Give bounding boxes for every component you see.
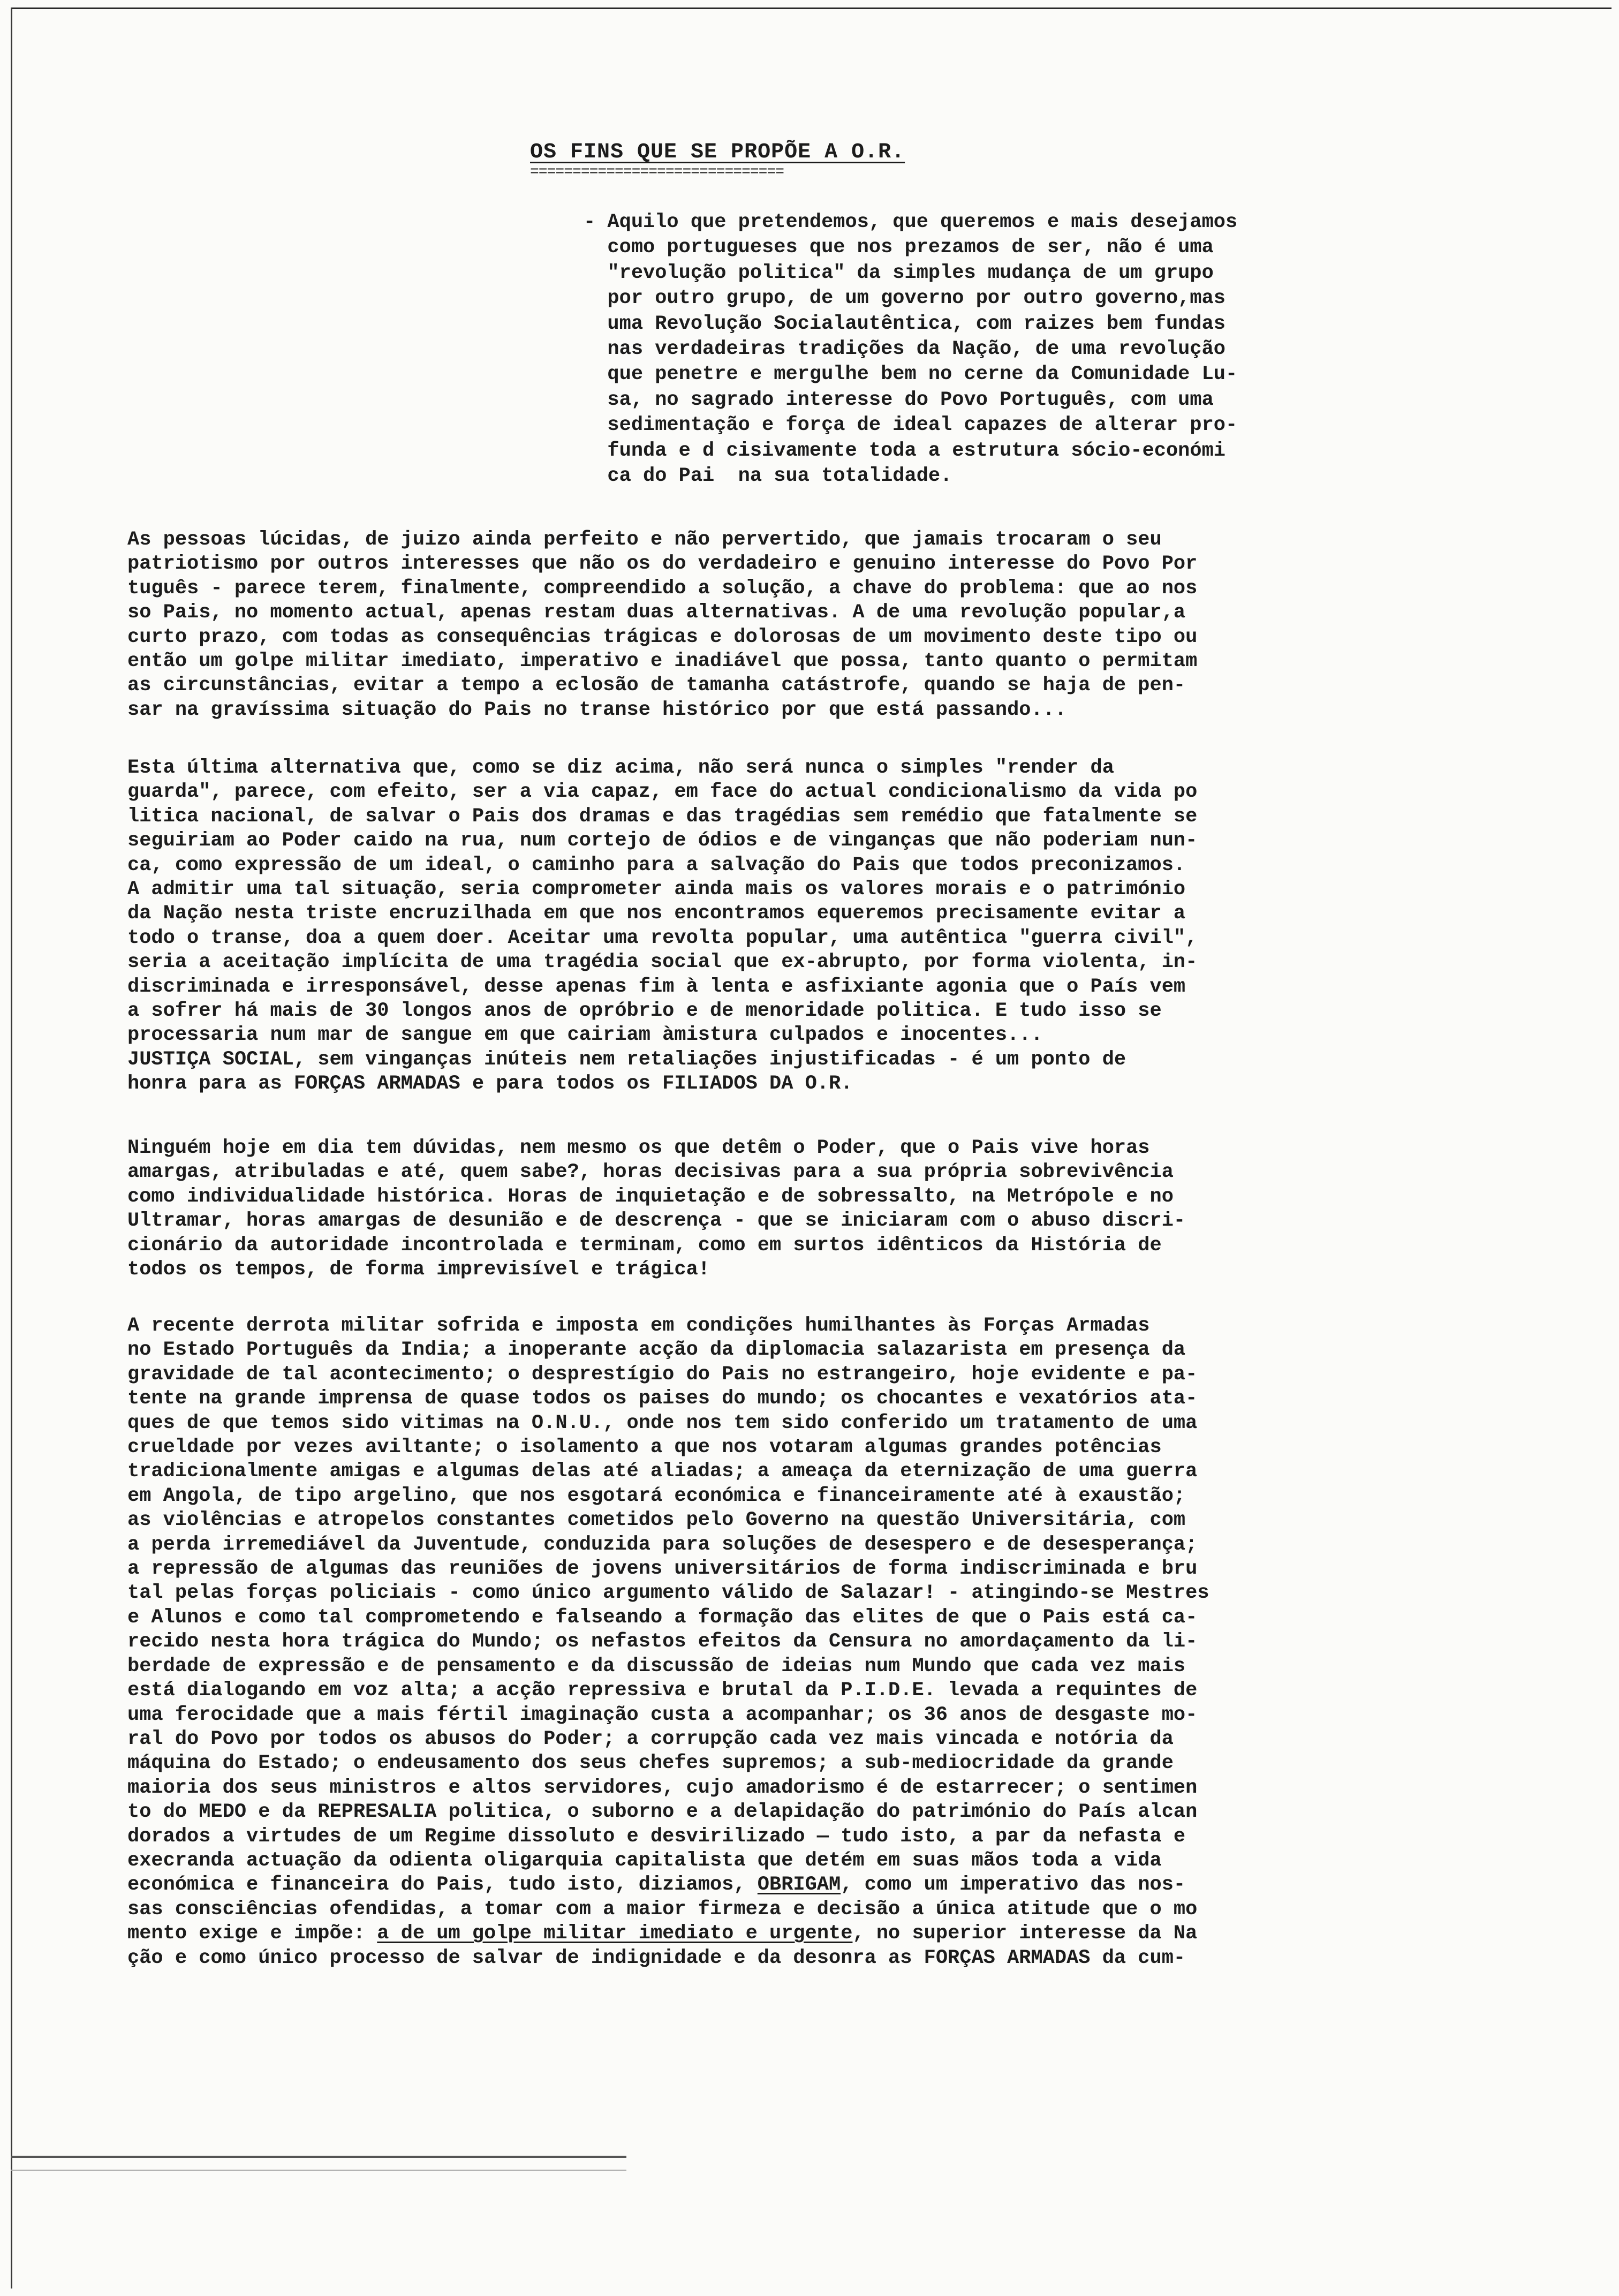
paragraph-4-part-c: , no superior interesse da Na ção e como único processo de salvar de indignidade e da desonra as FORÇAS ARMADAS da cum- bbox=[127, 1922, 1198, 1969]
paragraph-4 bbox=[127, 1314, 1428, 1970]
document-title: OS FINS QUE SE PROPÕE A O.R. bbox=[530, 140, 905, 164]
title-block bbox=[530, 140, 926, 180]
intro-paragraph: - Aquilo que pretendemos, que queremos e mais desejamos como portugueses que nos prezamos de ser, não é uma "revolução politica" da simples mudança de um grupo por outro grupo, de um governo por outro governo,mas uma Revolução Socialautêntica, com raizes bem fundas nas verdadeiras tradições da Nação, de uma revolução que penetre e mergulhe bem no cerne da Comunidade Lu- sa, no sagrado interesse do Povo Português, com uma sedimentação e força de ideal capazes de alterar pro- funda e d cisivamente toda a estrutura sócio-económi ca do Pai na sua totalidade. bbox=[584, 211, 1238, 488]
paragraph-2: Esta última alternativa que, como se diz acima, não será nunca o simples "render da guarda", parece, com efeito, ser a via capaz, em face do actual condicionalismo da vida po litica nacional, de salvar o Pais dos dramas e das tragédias sem remédio que fatalmente se seguiriam ao Poder caido na rua, num cortejo de ódios e de vinganças que não poderiam nun- ca, como expressão de um ideal, o caminho para a salvação do Pais que todos preconizamos. A admitir uma tal situação, seria comprometer ainda mais os valores morais e o património da Nação nesta triste encruzilhada em que nos encontramos equeremos precisamente evitar a todo o transe, doa a quem doer. Aceitar uma revolta popular, uma autêntica "guerra civil", seria a aceitação implícita de uma tragédia social que ex-abrupto, por forma violenta, in- discriminada e irresponsável, desse apenas fim à lenta e asfixiante agonia que o País vem a sofrer há mais de 30 longos anos de opróbrio e de menoridade politica. E tudo isso se processaria num mar de sangue em que cairiam àmistura culpados e inocentes... JUSTIÇA SOCIAL, sem vinganças inúteis nem retaliações injustificadas - é um ponto de honra para as FORÇAS ARMADAS e para todos os FILIADOS DA O.R. bbox=[127, 757, 1198, 1096]
bottom-rule bbox=[11, 2156, 626, 2158]
page-edge-top bbox=[11, 7, 1612, 9]
obrigam-underlined: OBRIGAM bbox=[757, 1874, 841, 1897]
golpe-militar-underlined: a de um golpe militar imediato e urgente bbox=[377, 1922, 853, 1945]
paragraph-3: Ninguém hoje em dia tem dúvidas, nem mesmo os que detêm o Poder, que o Pais vive horas amargas, atribuladas e até, quem sabe?, horas decisivas para a sua própria sobrevivência como individualidade histórica. Horas de inquietação e de sobressalto, na Metrópole e no Ultramar, horas amargas de desunião e de descrença - que se iniciaram com o abuso discri- cionário da autoridade incontrolada e terminam, como em surtos idênticos da História de todos os tempos, de forma imprevisível e trágica! bbox=[127, 1137, 1186, 1281]
bottom-rule-faint bbox=[11, 2170, 626, 2171]
title-double-underline: ============================== bbox=[530, 164, 784, 180]
paragraph-4-part-b: , como um imperativo das nos- sas consciências ofendidas, a tomar com a maior firmeza e decisão a única atitude que o mo mento exige e impõe: bbox=[127, 1874, 1198, 1945]
paragraph-1: As pessoas lúcidas, de juizo ainda perfeito e não pervertido, que jamais trocaram o seu patriotismo por outros interesses que não os do verdadeiro e genuino interesse do Povo Por tuguês - parece terem, finalmente, compreendido a solução, a chave do problema: que ao nos so Pais, no momento actual, apenas restam duas alternativas. A de uma revolução popular,a curto prazo, com todas as consequências trágicas e dolorosas de um movimento deste tipo ou então um golpe militar imediato, imperativo e inadiável que possa, tanto quanto o permitam as circunstâncias, evitar a tempo a eclosão de tamanha catástrofe, quando se haja de pen- sar na gravíssima situação do Pais no transe histórico por que está passando... bbox=[127, 528, 1198, 721]
page-edge-left bbox=[11, 7, 12, 2289]
paragraph-4-part-a: A recente derrota militar sofrida e imposta em condições humilhantes às Forças Armadas no Estado Português da India; a inoperante acção da diplomacia salazarista em presença da gravidade de tal acontecimento; o desprestígio do Pais no estrangeiro, hoje evidente e pa- tente na grande imprensa de quase todos os paises do mundo; os chocantes e vexatórios ata- ques de que temos sido vitimas na O.N.U., onde nos tem sido conferido um tratamento de uma crueldade por vezes aviltante; o isolamento a que nos votaram algumas grandes potências tradicionalmente amigas e algumas delas até aliadas; a ameaça da eternização de uma guerra em Angola, de tipo argelino, que nos esgotará económica e financeiramente até à exaustão; as violências e atropelos constantes cometidos pelo Governo na questão Universitária, com a perda irremediável da Juventude, conduzida para soluções de desespero e de desesperança; a repressão de algumas das reuniões de jovens universitários de forma indiscriminada e bru tal pelas forças policiais - como único argumento válido de Salazar! - atingindo-se Mestres e Alunos e como tal comprometendo e falseando a formação das elites de que o Pais está ca- recido nesta hora trágica do Mundo; os nefastos efeitos da Censura no amordaçamento da li- berdade de expressão e de pensamento e da discussão de ideias num Mundo que cada vez mais está dialogando em voz alta; a acção repressiva e brutal da P.I.D.E. levada a requintes de uma ferocidade que a mais fértil imaginação custa a acompanhar; os 36 anos de desgaste mo- ral do Povo por todos os abusos do Poder; a corrupção cada vez mais vincada e notória da máquina do Estado; o endeusamento dos seus chefes supremos; a sub-mediocridade da grande maioria dos seus ministros e altos servidores, cujo amadorismo é de estarrecer; o sentimen to do MEDO e da REPRESALIA politica, o suborno e a delapidação do património do País alcan dorados a virtudes de um Regime dissoluto e desvirilizado — tudo isto, a par da nefasta e execranda actuação da odienta oligarquia capitalista que detém em suas mãos toda a vida económica e financeira do Pais, tudo isto, diziamos, bbox=[127, 1315, 1209, 1897]
